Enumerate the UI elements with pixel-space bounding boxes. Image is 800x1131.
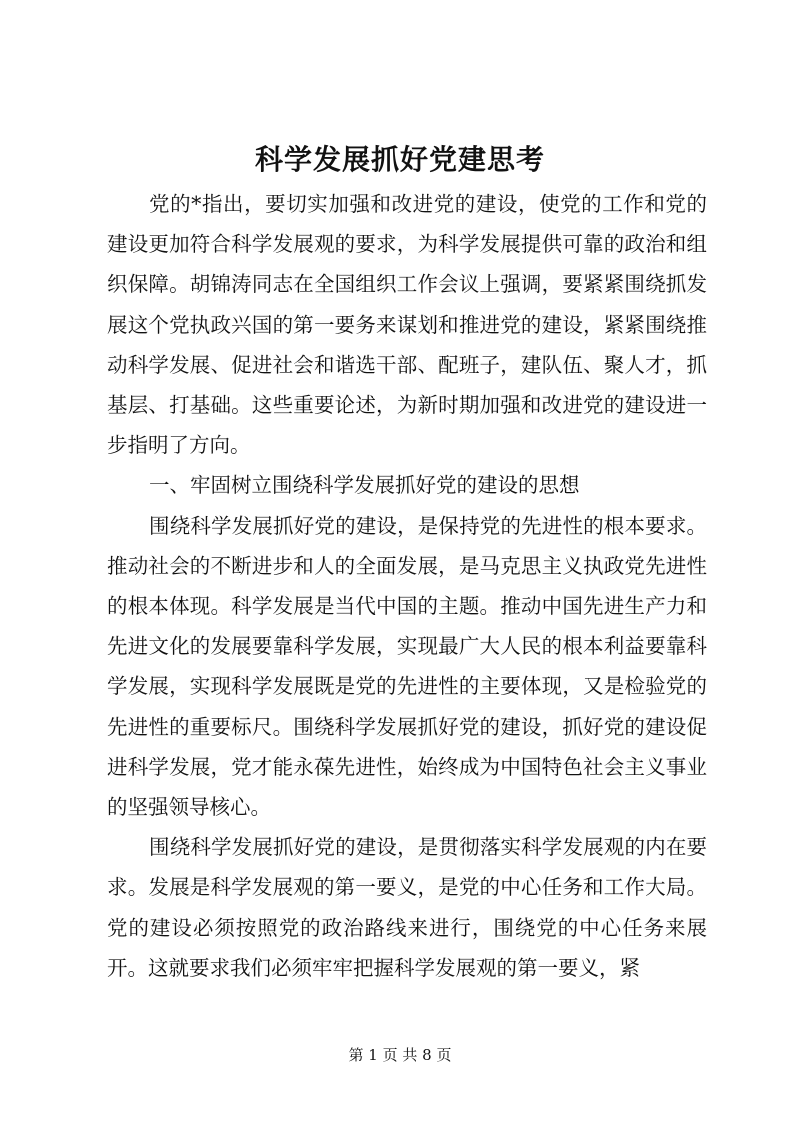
document-title: 科学发展抓好党建思考: [254, 143, 545, 176]
body-paragraph: 围绕科学发展抓好党的建设，是保持党的先进性的根本要求。推动社会的不断进步和人的全面发展，是马克思主义执政党先进性的根本体现。科学发展是当代中国的主题。推动中国先进生产力和先进文化的发展要靠科学发展，实现最广大人民的根本利益要靠科学发展，实现科学发展既是党的先进性的主要体现，又是检验党的先进性的重要标尺。围绕科学发展抓好党的建设，抓好党的建设促进科学发展，党才能永葆先进性，始终成为中国特色社会主义事业的坚强领导核心。: [107, 513, 707, 820]
body-paragraph: 围绕科学发展抓好党的建设，是贯彻落实科学发展观的内在要求。发展是科学发展观的第一要义，是党的中心任务和工作大局。党的建设必须按照党的政治路线来进行，围绕党的中心任务来展开。这就要求我们必须牢牢把握科学发展观的第一要义，紧: [107, 835, 707, 980]
body-paragraph-intro: 党的*指出，要切实加强和改进党的建设，使党的工作和党的建设更加符合科学发展观的要求，为科学发展提供可靠的政治和组织保障。胡锦涛同志在全国组织工作会议上强调，要紧紧围绕抓发展这个党执政兴国的第一要务来谋划和推进党的建设，紧紧围绕推动科学发展、促进社会和谐选干部、配班子，建队伍、聚人才，抓基层、打基础。这些重要论述，为新时期加强和改进党的建设进一步指明了方向。: [107, 192, 707, 458]
section-heading: 一、牢固树立围绕科学发展抓好党的建设的思想: [149, 473, 580, 498]
document-body: [107, 184, 707, 988]
page-footer: 第 1 页 共 8 页: [348, 1046, 452, 1064]
